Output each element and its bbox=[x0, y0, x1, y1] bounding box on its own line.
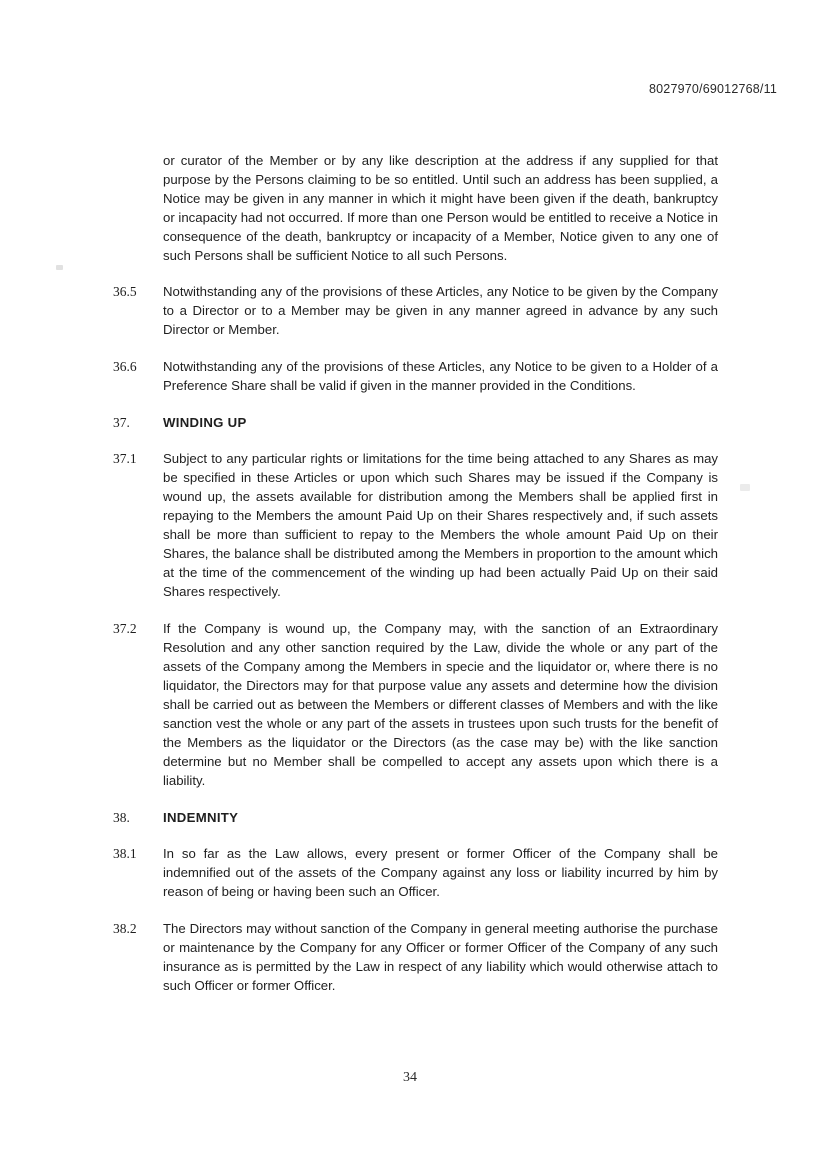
clause-text: Notwithstanding any of the provisions of these Articles, any Notice to be given by the Company to a Director or to a Member may be given in any manner agreed in advance by any such Director or Member. bbox=[163, 284, 718, 337]
clause-number: 37.2 bbox=[113, 621, 137, 636]
clause-number: 36.6 bbox=[113, 359, 137, 374]
clause-text: Notwithstanding any of the provisions of these Articles, any Notice to be given to a Holder of a Preference Share shall be valid if given in the manner provided in the Conditions. bbox=[163, 359, 718, 393]
section-heading-indemnity bbox=[113, 808, 718, 827]
section-title: INDEMNITY bbox=[163, 810, 239, 825]
section-number: 38. bbox=[113, 810, 130, 825]
clause-number: 38.2 bbox=[113, 921, 137, 936]
clause-37-2 bbox=[113, 619, 718, 790]
page-number: 34 bbox=[403, 1070, 417, 1085]
document-reference: 8027970/69012768/11 bbox=[648, 82, 777, 96]
clause-number: 36.5 bbox=[113, 284, 137, 299]
clause-number: 37.1 bbox=[113, 451, 137, 466]
clause-38-2 bbox=[113, 919, 718, 995]
section-title: WINDING UP bbox=[163, 415, 247, 430]
clause-36-6 bbox=[113, 357, 718, 395]
paragraph-text: or curator of the Member or by any like description at the address if any supplied for that purpose by the Persons claiming to be so entitled. Until such an address has been supplied, a Notice may be given in any manner in which it might have been given if the death, bankruptcy or incapacity had not occurred. If more than one Person would be entitled to receive a Notice in consequence of the death, bankruptcy or incapacity of a Member, Notice given to any one of such Persons shall be sufficient Notice to all such Persons. bbox=[163, 153, 718, 263]
clause-36-5 bbox=[113, 282, 718, 339]
continuation-paragraph bbox=[113, 151, 718, 265]
clause-text: If the Company is wound up, the Company may, with the sanction of an Extraordinary Resolution and any other sanction required by the Law, divide the whole or any part of the assets of the Company among the Members in specie and the liquidator or, where there is no liquidator, the Directors may for that purpose value any assets and determine how the division shall be carried out as between the Members or different classes of Members and with the like sanction vest the whole or any part of the assets in trustees upon such trusts for the benefit of the Members as the liquidator or the Directors (as the case may be) with the like sanction determine but no Member shall be compelled to accept any assets upon which there is a liability. bbox=[163, 621, 718, 788]
clause-text: In so far as the Law allows, every present or former Officer of the Company shall be indemnified out of the assets of the Company against any loss or liability incurred by him by reason of being or having been such an Officer. bbox=[163, 846, 718, 899]
section-heading-winding-up bbox=[113, 413, 718, 432]
clause-text: Subject to any particular rights or limitations for the time being attached to any Shares as may be specified in these Articles or upon which such Shares may be issued if the Company is wound up, the assets available for distribution among the Members shall be applied first in repaying to the Members the amount Paid Up on their Shares respectively and, if such assets shall be more than sufficient to repay to the Members the whole amount Paid Up on their Shares, the balance shall be distributed among the Members in proportion to the amount which at the time of the commencement of the winding up had been actually Paid Up on their said Shares respectively. bbox=[163, 451, 718, 599]
document-body bbox=[113, 151, 718, 1013]
section-number: 37. bbox=[113, 415, 130, 430]
clause-38-1 bbox=[113, 844, 718, 901]
clause-number: 38.1 bbox=[113, 846, 137, 861]
scan-artifact-right bbox=[740, 484, 750, 491]
scan-artifact-left bbox=[56, 265, 63, 270]
clause-text: The Directors may without sanction of the Company in general meeting authorise the purchase or maintenance by the Company for any Officer or former Officer of the Company of any such insurance as is permitted by the Law in respect of any liability which would otherwise attach to such Officer or former Officer. bbox=[163, 921, 718, 993]
clause-37-1 bbox=[113, 449, 718, 601]
